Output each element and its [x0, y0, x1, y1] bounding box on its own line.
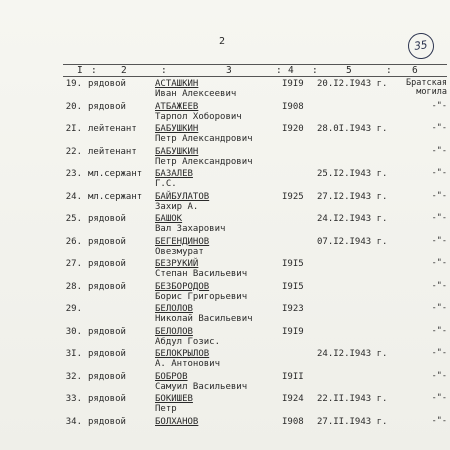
burial-place: -"- — [431, 235, 447, 246]
burial-place: -"- — [431, 303, 447, 313]
rank: рядовой — [88, 349, 126, 359]
rank: рядовой — [88, 101, 126, 112]
death-date: 27.I2.I943 г. — [317, 191, 388, 202]
death-date: 25.I2.I943 г. — [317, 169, 388, 179]
given-names: А. Антонович — [155, 359, 221, 369]
full-name — [155, 327, 220, 347]
burial-place: -"- — [431, 168, 447, 178]
full-name — [155, 102, 242, 122]
death-date: 27.II.I943 г. — [317, 416, 388, 427]
surname: АТБАЖЕЕВ — [155, 101, 199, 112]
given-names: Абдул Гозис. — [155, 336, 221, 347]
header-col-3: 3 — [226, 65, 232, 76]
surname: БЕЛОЛОВ — [155, 304, 193, 314]
header-col-5: 5 — [346, 65, 352, 76]
table-row — [0, 169, 450, 191]
full-name — [155, 394, 193, 414]
table-row — [0, 214, 450, 236]
burial-place: -"- — [431, 100, 447, 111]
rank: лейтенант — [88, 124, 137, 134]
header-col-1: I — [77, 65, 83, 76]
surname: БАШОК — [155, 214, 183, 224]
burial-place: -"- — [431, 370, 447, 381]
rank: лейтенант — [88, 146, 137, 157]
row-number: 24. — [65, 191, 82, 202]
surname: БАЗАЛЕВ — [155, 169, 193, 179]
full-name — [155, 304, 253, 324]
given-names: Петр Александрович — [155, 156, 253, 167]
burial-place: -"- — [431, 213, 447, 223]
surname: БАБУШКИН — [155, 146, 199, 157]
given-names: Петр — [155, 404, 177, 414]
rank: рядовой — [88, 394, 126, 404]
full-name — [155, 259, 247, 279]
table-row — [0, 147, 450, 169]
row-number: 32. — [65, 371, 82, 382]
full-name — [155, 169, 193, 189]
surname: БОКИШЕВ — [155, 394, 193, 404]
given-names: Петр Александрович — [155, 134, 253, 144]
table-row — [0, 417, 450, 439]
birth-year: I9I9 — [282, 79, 304, 89]
header-separator: : — [91, 65, 97, 76]
rank: рядовой — [88, 416, 126, 427]
row-number: 25. — [65, 214, 82, 224]
table-row — [0, 394, 450, 416]
table-row — [0, 102, 450, 124]
birth-year: I9II — [282, 371, 304, 382]
row-number: 27. — [65, 259, 82, 269]
birth-year: I908 — [282, 101, 304, 112]
surname: БОЛХАНОВ — [155, 416, 199, 427]
header-col-2: 2 — [121, 65, 127, 76]
rank: рядовой — [88, 259, 126, 269]
table-row — [0, 259, 450, 281]
given-names: Борис Григорьевич — [155, 291, 248, 302]
rank: мл.сержант — [88, 191, 143, 202]
row-number: 23. — [65, 169, 82, 179]
birth-year: I908 — [282, 416, 304, 427]
burial-place: -"- — [431, 393, 447, 403]
header-separator: : — [312, 65, 318, 76]
table-row — [0, 124, 450, 146]
birth-year: I9I5 — [282, 281, 304, 292]
burial-place: -"- — [431, 190, 447, 201]
header-col-4: 4 — [288, 65, 294, 76]
burial-place: -"- — [431, 123, 447, 133]
table-row — [0, 372, 450, 394]
full-name — [155, 349, 220, 369]
header-separator: : — [161, 65, 167, 76]
surname: БЕЗБОРОДОВ — [155, 281, 210, 292]
rank: мл.сержант — [88, 169, 143, 179]
full-name — [155, 214, 225, 234]
rank: рядовой — [88, 214, 126, 224]
surname: БАБУШКИН — [155, 124, 199, 134]
row-number: 30. — [65, 326, 82, 337]
surname: БОБРОВ — [155, 371, 188, 382]
death-date: 22.II.I943 г. — [317, 394, 388, 404]
header-col-6: 6 — [412, 65, 418, 76]
archive-stamp-number: 35 — [406, 31, 435, 60]
birth-year: I925 — [282, 191, 304, 202]
birth-year: I923 — [282, 304, 304, 314]
row-number: 2I. — [65, 124, 82, 134]
birth-year: I924 — [282, 394, 304, 404]
birth-year: I9I5 — [282, 259, 304, 269]
death-date: 24.I2.I943 г. — [317, 214, 388, 224]
table-row — [0, 79, 450, 101]
burial-place: -"- — [431, 415, 447, 426]
burial-place: -"- — [431, 145, 447, 156]
row-number: 20. — [65, 101, 82, 112]
row-number: 3I. — [65, 349, 82, 359]
death-date: 20.I2.I943 г. — [317, 79, 388, 89]
birth-year: I920 — [282, 124, 304, 134]
surname: АСТАШКИН — [155, 79, 199, 89]
rank: рядовой — [88, 281, 126, 292]
full-name — [155, 282, 247, 302]
table-row — [0, 237, 450, 259]
row-number: 26. — [65, 236, 82, 247]
given-names: Г.С. — [155, 179, 177, 189]
full-name — [155, 124, 253, 144]
full-name — [155, 417, 198, 427]
full-name — [155, 147, 253, 167]
table-header — [63, 64, 447, 77]
page-number: 2 — [219, 36, 226, 47]
full-name — [155, 192, 209, 212]
given-names: Захир А. — [155, 201, 199, 212]
row-number: 29. — [65, 304, 82, 314]
burial-place: -"- — [431, 258, 447, 268]
death-date: 07.I2.I943 г. — [317, 236, 388, 247]
death-date: 28.0I.I943 г. — [317, 124, 388, 134]
death-date: 24.I2.I943 г. — [317, 349, 388, 359]
given-names: Вал Захарович — [155, 224, 226, 234]
rank: рядовой — [88, 236, 126, 247]
header-separator: : — [386, 65, 392, 76]
table-row — [0, 304, 450, 326]
given-names: Овезмурат — [155, 246, 204, 257]
rank: рядовой — [88, 371, 126, 382]
burial-place: -"- — [431, 280, 447, 291]
row-number: 33. — [65, 394, 82, 404]
birth-year: I9I9 — [282, 326, 304, 337]
rank: рядовой — [88, 79, 126, 89]
surname: БЕЛОЛОВ — [155, 326, 193, 337]
rank: рядовой — [88, 326, 126, 337]
given-names: Николай Васильевич — [155, 314, 253, 324]
table-row — [0, 349, 450, 371]
row-number: 19. — [65, 79, 82, 89]
surname: БАЙБУЛАТОВ — [155, 191, 210, 202]
full-name — [155, 372, 247, 392]
given-names: Самуил Васильевич — [155, 381, 248, 392]
table-row — [0, 282, 450, 304]
given-names: Иван Алексеевич — [155, 89, 237, 99]
full-name — [155, 237, 209, 257]
burial-place: -"- — [431, 348, 447, 358]
surname: БЕЗРУКИЙ — [155, 259, 199, 269]
burial-place: Братская могила — [406, 78, 447, 97]
row-number: 22. — [65, 146, 82, 157]
full-name — [155, 79, 236, 99]
table-row — [0, 192, 450, 214]
surname: БЕЛОКРЫЛОВ — [155, 349, 210, 359]
table-row — [0, 327, 450, 349]
surname: БЕГЕНДИНОВ — [155, 236, 210, 247]
row-number: 28. — [65, 281, 82, 292]
given-names: Тарпол Хоборович — [155, 111, 242, 122]
header-separator: : — [276, 65, 282, 76]
row-number: 34. — [65, 416, 82, 427]
given-names: Степан Васильевич — [155, 269, 248, 279]
burial-place: -"- — [431, 325, 447, 336]
